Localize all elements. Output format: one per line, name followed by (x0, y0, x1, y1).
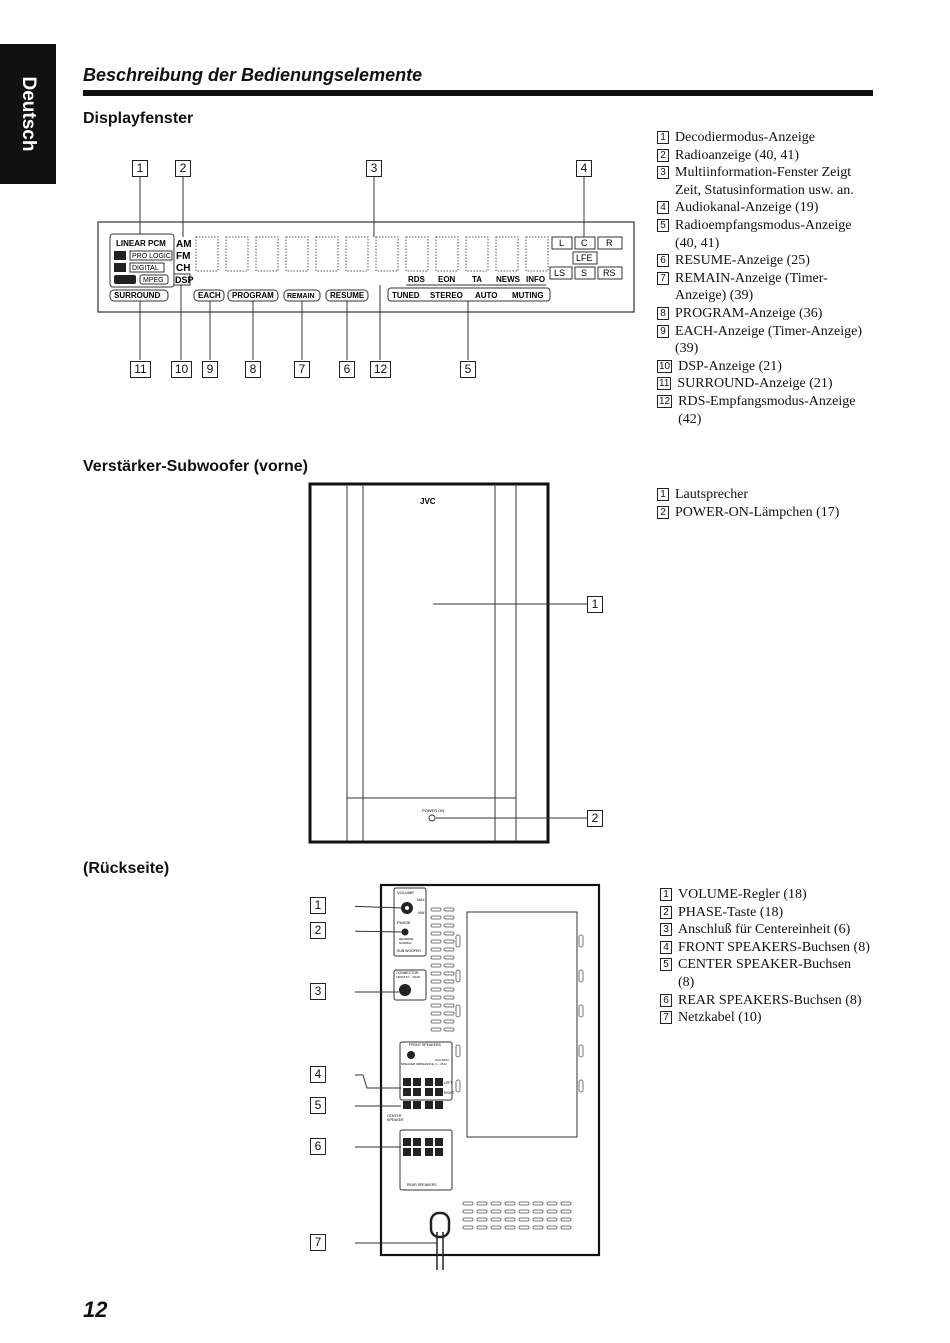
rear-subwoofer-label: SUB WOOFER (397, 949, 421, 953)
disp-pro-logic: PRO LOGIC (132, 253, 171, 260)
disp-linear-pcm: LINEAR PCM (116, 239, 166, 248)
legend-item: 1 Lautsprecher (657, 486, 867, 504)
disp-tuned: TUNED (392, 291, 420, 300)
rear-phase-label: PHASE (397, 920, 411, 925)
section-title-front: Verstärker-Subwoofer (vorne) (83, 458, 308, 475)
legend-item: 7 REMAIN-Anzeige (Timer-Anzeige) (39) (657, 270, 867, 305)
display-callout-12: 12 (370, 361, 391, 378)
disp-ta: TA (472, 275, 483, 284)
disp-program: PROGRAM (232, 291, 274, 300)
front-brand-logo: JVC (420, 497, 436, 506)
disp-digital: DIGITAL (132, 265, 159, 272)
disp-ch-r: R (606, 238, 613, 248)
rear-phase-button (402, 929, 409, 936)
disp-ch-ls: LS (554, 268, 566, 278)
legend-item: 1 VOLUME-Regler (18) (660, 886, 870, 904)
display-callout-9: 9 (202, 361, 218, 378)
legend-item: 6 RESUME-Anzeige (25) (657, 252, 867, 270)
subwoofer-rear-diagram (355, 880, 655, 1280)
display-callout-1: 1 (132, 160, 148, 177)
rear-center-label: CENTER (387, 1114, 402, 1118)
rear-connector-label-1: CONNECTOR (396, 971, 419, 975)
disp-eon: EON (438, 275, 456, 284)
display-callout-8: 8 (245, 361, 261, 378)
legend-item: 2 POWER-ON-Lämpchen (17) (657, 504, 867, 522)
legend-item: 1 Decodiermodus-Anzeige (657, 129, 867, 147)
rear-vent-slots (431, 908, 583, 1229)
display-callout-4: 4 (576, 160, 592, 177)
rear-ohm-label: 4 ~ 16 Ω (435, 1062, 447, 1066)
rear-front-speakers-label: FRONT SPEAKERS (409, 1043, 441, 1047)
disp-rds: RDS (408, 275, 425, 284)
disp-resume: RESUME (330, 291, 365, 300)
header-rule (83, 90, 873, 96)
display-legend (657, 129, 867, 428)
display-callout-6: 6 (339, 361, 355, 378)
display-callout-3: 3 (366, 160, 382, 177)
front-callout-1: 1 (587, 596, 603, 613)
legend-item: 9 EACH-Anzeige (Timer-Anzeige) (39) (657, 323, 867, 358)
subwoofer-front-diagram (305, 480, 625, 850)
rear-speaker-label: SPEAKER (387, 1118, 404, 1122)
disp-ch-rs: RS (603, 268, 616, 278)
legend-item: 3 Multiinformation-Fenster Zeigt Zeit, Statusinformation usw. an. (657, 164, 867, 199)
rear-speaker-impedance-label: SPEAKER IMPEDANCE (401, 1062, 434, 1066)
page-number: 12 (83, 1297, 108, 1322)
disp-remain: REMAIN (287, 293, 315, 300)
display-callout-5: 5 (460, 361, 476, 378)
disp-ch-s: S (581, 268, 588, 278)
disp-fm: FM (176, 251, 191, 262)
display-panel-diagram (90, 150, 650, 390)
disp-surround: SURROUND (114, 291, 161, 300)
rear-callout-6: 6 (310, 1138, 326, 1155)
disp-stereo: STEREO (430, 291, 463, 300)
disp-news: NEWS (496, 275, 520, 284)
disp-mpeg: MPEG (143, 277, 164, 284)
disp-each: EACH (198, 291, 221, 300)
rear-normal-label: NORMAL (399, 941, 412, 945)
disp-ch-l: L (559, 238, 565, 248)
legend-item: 3 Anschluß für Centereinheit (6) (660, 921, 870, 939)
disp-ch-c: C (581, 238, 588, 248)
language-tab-label: Deutsch (18, 76, 39, 152)
legend-item: 7 Netzkabel (10) (660, 1009, 870, 1027)
power-on-lamp (429, 815, 435, 821)
rear-callout-5: 5 (310, 1097, 326, 1114)
legend-item: 12 RDS-Empfangsmodus-Anzeige (42) (659, 393, 856, 427)
legend-item: 10 DSP-Anzeige (21) (659, 358, 782, 374)
rear-rear-speakers-label: REAR SPEAKERS (407, 1183, 437, 1187)
language-tab (0, 44, 56, 184)
rear-min-label: MIN (418, 911, 425, 915)
legend-item: 4 FRONT SPEAKERS-Buchsen (8) (660, 939, 870, 957)
disp-am: AM (176, 239, 192, 250)
rear-right-label: RIGHT (444, 1091, 455, 1095)
disp-info: INFO (526, 275, 546, 284)
disp-ch: CH (176, 263, 191, 274)
legend-item: 8 PROGRAM-Anzeige (36) (657, 305, 867, 323)
section-title-rear: (Rückseite) (83, 860, 170, 877)
rear-volume-label: VOLUME (397, 890, 414, 895)
dot-matrix-area (196, 237, 548, 271)
rear-center-connector (399, 984, 411, 996)
section-title-display: Displayfenster (83, 110, 194, 127)
power-on-label: POWER ON (422, 808, 445, 813)
display-callout-2: 2 (175, 160, 191, 177)
legend-item: 5 Radioempfangsmodus-Anzeige (40, 41) (657, 217, 867, 252)
front-callout-2: 2 (587, 810, 603, 827)
rear-legend (660, 886, 870, 1027)
legend-item: 4 Audiokanal-Anzeige (19) (657, 199, 867, 217)
rear-callout-4: 4 (310, 1066, 326, 1083)
front-legend (657, 486, 867, 521)
legend-item: 6 REAR SPEAKERS-Buchsen (8) (660, 992, 870, 1010)
rear-callout-7: 7 (310, 1234, 326, 1251)
display-callout-10: 10 (171, 361, 192, 378)
rear-left-label: LEFT (444, 1081, 453, 1085)
rear-power-cord-grommet (431, 1213, 449, 1237)
legend-item: 5 CENTER SPEAKER-Buchsen (8) (660, 956, 870, 991)
rear-callout-2: 2 (310, 922, 326, 939)
disp-dsp: DSP (175, 275, 194, 285)
rear-callout-3: 3 (310, 983, 326, 1000)
disp-auto: AUTO (475, 291, 498, 300)
rear-reverse-label: REVERSE (399, 937, 414, 941)
display-callout-7: 7 (294, 361, 310, 378)
disp-muting: MUTING (512, 291, 544, 300)
legend-item: 11 SURROUND-Anzeige (21) (659, 376, 833, 392)
rear-max-label: MAX (417, 898, 425, 902)
rear-connector-label-2: FROM SY - THA8 (396, 975, 420, 979)
page-header-title: Beschreibung der Bedienungselemente (83, 65, 423, 85)
legend-item: 2 PHASE-Taste (18) (660, 904, 870, 922)
display-callout-11: 11 (130, 361, 151, 378)
legend-item: 2 Radioanzeige (40, 41) (657, 147, 867, 165)
disp-ch-lfe: LFE (576, 253, 593, 263)
rear-caution-label: CAUTION (435, 1058, 449, 1062)
rear-callout-1: 1 (310, 897, 326, 914)
